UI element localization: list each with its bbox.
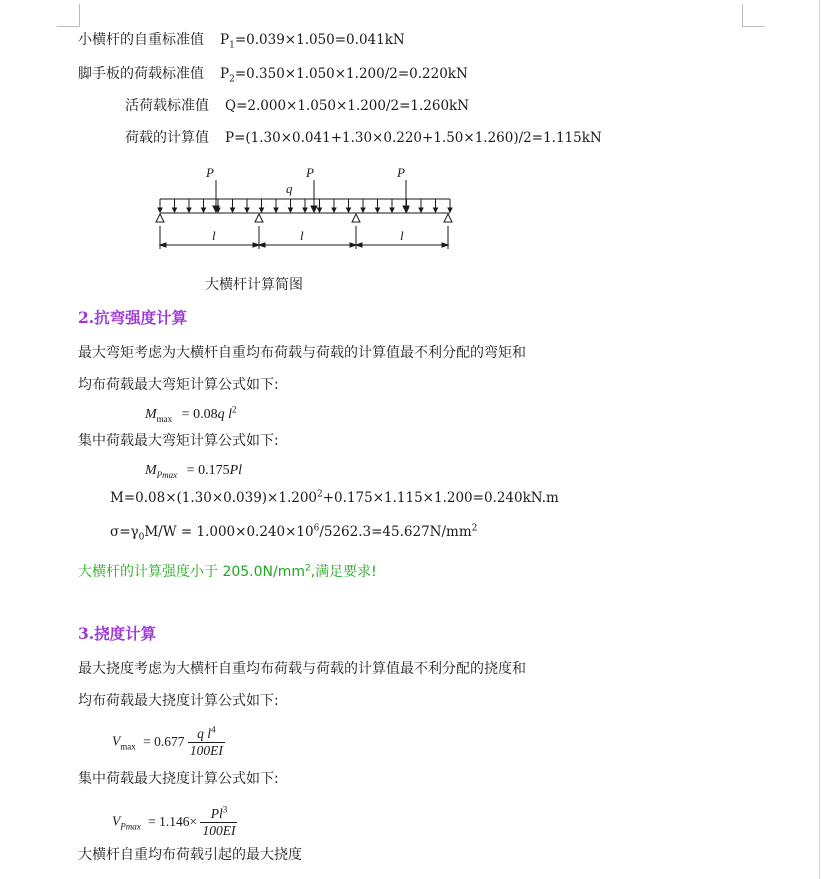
udl-arrow-head (448, 208, 452, 212)
load-label: 活荷载标准值 (125, 98, 209, 114)
load-line-3 (125, 97, 469, 115)
formula-mmax: $M_{max} = 0.08q$ $l^2$ (145, 404, 237, 424)
load-line-4 (125, 129, 602, 147)
span-label-3: l (400, 228, 404, 243)
support-4 (444, 214, 452, 222)
moment-calculation: $M=0.08\times(1.30\times 0.039)\times 1.200^2+0.175\times 1.115\times 1.200=0.240kN.m$ (110, 489, 559, 506)
page-corner-mark-left (57, 4, 80, 27)
paragraph: 最大弯矩考虑为大横杆自重均布荷载与荷载的计算值最不利分配的弯矩和 (78, 345, 526, 361)
support-2 (255, 214, 263, 222)
distributed-load-label: q (286, 181, 293, 196)
section-heading-bending: 2.抗弯强度计算 (78, 308, 188, 327)
paragraph: 最大挠度考虑为大横杆自重均布荷载与荷载的计算值最不利分配的挠度和 (78, 661, 526, 677)
udl-arrow-head (173, 208, 177, 212)
paragraph: 均布荷载最大挠度计算公式如下: (78, 693, 279, 709)
udl-arrow-head (390, 208, 394, 212)
page-edge (819, 0, 820, 879)
section-heading-deflection: 3.挠度计算 (78, 624, 157, 643)
point-load-label-2: P (306, 165, 314, 180)
udl-arrow-head (289, 208, 293, 212)
load-expression: =(1.30×0.041+1.30×0.220+1.50×1.260)/2=1.115kN (234, 130, 602, 146)
udl-arrow-head (347, 208, 351, 212)
udl-arrow-head (187, 208, 191, 212)
load-label: 荷载的计算值 (125, 130, 209, 146)
diagram-caption: 大横杆计算简图 (205, 277, 303, 293)
load-subscript: 2 (229, 74, 235, 85)
support-3 (352, 214, 360, 222)
load-symbol: Q (225, 98, 237, 114)
load-expression: =0.039×1.050=0.041kN (234, 32, 405, 48)
bending-result: 大横杆的计算强度小于 $205.0N/mm^2$,满足要求! (78, 563, 377, 580)
beam-diagram (150, 160, 470, 260)
span-label-2: l (300, 228, 304, 243)
formula-vmax: $V_{max} = 0.677$ $\frac{q l^4}{100EI}$ (112, 724, 223, 758)
span-label-1: l (212, 228, 216, 243)
load-expression: =0.350×1.050×1.200/2=0.220kN (234, 66, 468, 82)
udl-arrow-head (434, 208, 438, 212)
load-line-2 (78, 65, 468, 83)
load-symbol: P (220, 66, 230, 82)
stress-calculation: $\sigma=\gamma_0M/W = 1.000\times 0.240\times 10^6/5262.3=45.627N/mm^2$ (110, 523, 478, 543)
point-load-label-1: P (206, 165, 214, 180)
paragraph: 集中荷载最大挠度计算公式如下: (78, 771, 279, 787)
load-label: 小横杆的自重标准值 (78, 32, 204, 48)
paragraph: 大横杆自重均布荷载引起的最大挠度 (78, 847, 302, 863)
udl-arrow-head (332, 208, 336, 212)
load-label: 脚手板的荷载标准值 (78, 66, 204, 82)
formula-mpmax: $M_{Pmax} = 0.175Pl$ (145, 463, 243, 480)
udl-arrow-head (376, 208, 380, 212)
udl-arrow-head (158, 208, 162, 212)
load-expression: =2.000×1.050×1.200/2=1.260kN (236, 98, 470, 114)
formula-vpmax: $V_{Pmax} = 1.146\times$ $\frac{Pl^3}{100EI}$ (112, 804, 236, 838)
support-1 (156, 214, 164, 222)
load-line-1 (78, 31, 405, 49)
udl-arrow-head (274, 208, 278, 212)
udl-arrow-head (361, 208, 365, 212)
udl-arrow-head (260, 208, 264, 212)
udl-arrow-head (318, 208, 322, 212)
load-symbol: P (220, 32, 230, 48)
udl-arrow-head (231, 208, 235, 212)
udl-arrow-head (202, 208, 206, 212)
point-load-label-3: P (397, 165, 405, 180)
load-symbol: P (225, 130, 235, 146)
udl-arrow-head (419, 208, 423, 212)
page-corner-mark-right (742, 4, 765, 27)
udl-arrow-head (303, 208, 307, 212)
udl-arrow-head (245, 208, 249, 212)
paragraph: 均布荷载最大弯矩计算公式如下: (78, 377, 279, 393)
paragraph: 集中荷载最大弯矩计算公式如下: (78, 433, 279, 449)
load-subscript: 1 (229, 40, 235, 51)
